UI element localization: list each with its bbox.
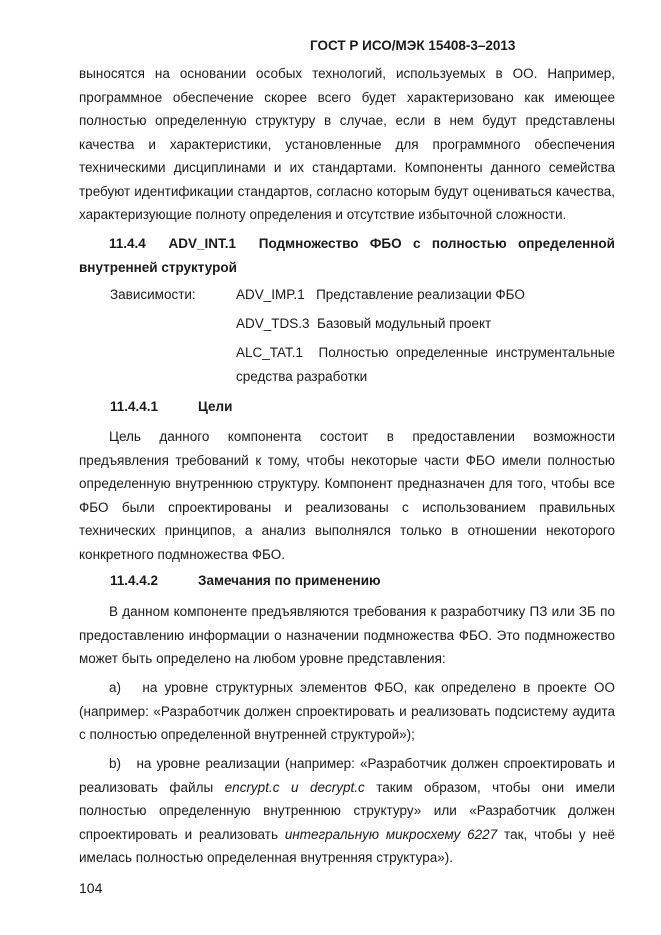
section-number: 11.4.4 — [109, 236, 146, 251]
list-item-a — [79, 676, 615, 747]
section-title: Подмножество ФБО с полностью определенной внутренней структурой — [79, 236, 615, 275]
page-number: 104 — [79, 880, 103, 896]
dependencies-label: Зависимости: — [110, 287, 196, 302]
section-heading-11-4-4 — [79, 232, 615, 279]
notes-paragraph: В данном компоненте предъявляются требования к разработчику ПЗ или ЗБ по предоставлению информации о назначении подмножества ФБО. Это подмножество может быть определено на любом уровне представления: — [79, 604, 615, 666]
section-number: 11.4.4.1 — [110, 399, 159, 414]
section-title: Цели — [198, 399, 233, 414]
list-text: на уровне реализации (например: «Разработчик должен спроектировать и реализовать файлы — [79, 756, 615, 795]
dependency-code: ALC_TAT.1 — [236, 345, 304, 360]
intro-paragraph: выносятся на основании особых технологий, используемых в ОО. Например, программное обеспечение скорее всего будет характеризовано как имеющее полностью определенную структуру в случае, если в нем будут представлены качества и характеристики, установленные для программного обеспечения техническими дисциплинами и их стандартами. Компоненты данного семейства требуют идентификации стандартов, согласно которым будут оцениваться качества, характеризующие полноту определения и отсутствие избыточной сложности. — [79, 66, 615, 222]
dependency-item — [236, 287, 525, 302]
dependency-code: ADV_TDS.3 — [236, 316, 310, 331]
conjunction: и — [290, 779, 299, 795]
chip-name: интегральную микросхему 6227 — [284, 826, 498, 842]
dependency-code: ADV_IMP.1 — [236, 287, 305, 302]
section-code: ADV_INT.1 — [168, 236, 237, 251]
goals-paragraph: Цель данного компонента состоит в предоставлении возможности предъявления требований к тому, чтобы некоторые части ФБО имели полностью определенную внутреннюю структуру. Компонент предназначен для того, чтобы все ФБО были спроектированы и реализованы с использованием правильных технических принципов, а анализ выполнялся только в отношении некоторого конкретного подмножества ФБО. — [79, 429, 615, 562]
list-text: так, чтобы у неё имелась полностью определенная внутренняя структура»). — [79, 826, 615, 865]
list-text: таким образом, чтобы они имели полностью определенную внутреннюю структуру» или «Разработчик должен спроектировать и реализовать — [79, 779, 615, 842]
dependency-text: Полностью определенные инструментальные средства разработки — [236, 345, 615, 384]
document-header: ГОСТ Р ИСО/МЭК 15408-3–2013 — [310, 38, 516, 53]
list-text: на уровне структурных элементов ФБО, как определено в проекте ОО (например: «Разработчик должен спроектировать и реализовать подсистему аудита с полностью определенной внутренней структурой»); — [79, 680, 615, 742]
file-name: decrypt.c — [309, 779, 365, 795]
section-number: 11.4.4.2 — [110, 573, 159, 588]
dependency-text: Представление реализации ФБО — [316, 287, 525, 302]
dependency-item — [236, 341, 615, 388]
list-marker: а) — [109, 680, 122, 695]
list-item-b — [79, 752, 615, 870]
dependency-text: Базовый модульный проект — [317, 316, 492, 331]
list-marker: b) — [109, 756, 122, 771]
file-name: encrypt.c — [224, 779, 280, 795]
section-title: Замечания по применению — [198, 573, 381, 588]
dependency-item — [236, 316, 491, 331]
